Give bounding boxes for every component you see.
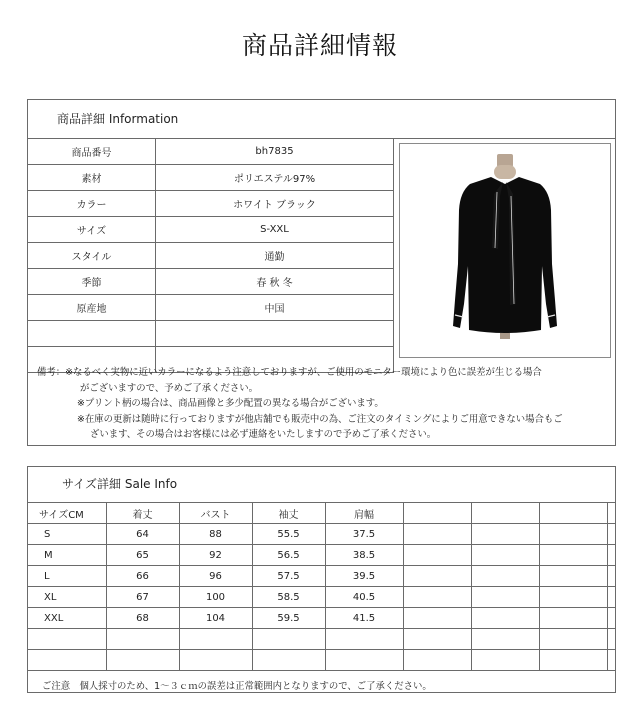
size-cell xyxy=(179,650,252,671)
size-column-header: サイズCM xyxy=(28,503,106,524)
size-cell: 100 xyxy=(179,587,252,608)
size-cell xyxy=(403,566,471,587)
size-cell xyxy=(539,608,607,629)
info-label: 季節 xyxy=(28,269,156,295)
size-cell: 64 xyxy=(106,524,179,545)
notes xyxy=(37,365,612,443)
size-cell: 96 xyxy=(179,566,252,587)
mannequin-stand xyxy=(500,333,510,339)
size-cell: 68 xyxy=(106,608,179,629)
info-label: 商品番号 xyxy=(28,139,156,165)
size-cell xyxy=(403,608,471,629)
product-photo xyxy=(399,143,611,358)
info-value: bh7835 xyxy=(156,139,394,165)
size-cell: 56.5 xyxy=(252,545,325,566)
size-cell xyxy=(471,524,539,545)
blouse-image xyxy=(400,144,610,357)
size-row xyxy=(28,608,615,629)
size-cell: 41.5 xyxy=(325,608,403,629)
size-column-header: 肩幅 xyxy=(325,503,403,524)
size-cell xyxy=(325,629,403,650)
size-row xyxy=(28,587,615,608)
size-cell xyxy=(471,608,539,629)
info-row xyxy=(28,269,394,295)
note-line: がございますので、予めご了承ください。 xyxy=(80,382,258,394)
size-cell xyxy=(471,566,539,587)
size-cell xyxy=(471,587,539,608)
note-line: ※在庫の更新は随時に行っておりますが他店舗でも販売中の為、ご注文のタイミングによりご用意できない場合もご xyxy=(77,413,563,425)
info-label xyxy=(28,321,156,347)
size-cell xyxy=(252,650,325,671)
size-cell xyxy=(403,524,471,545)
info-row xyxy=(28,217,394,243)
size-header-row xyxy=(28,503,615,524)
size-cell: 38.5 xyxy=(325,545,403,566)
size-cell xyxy=(607,524,615,545)
size-cell xyxy=(607,629,615,650)
size-cell xyxy=(607,608,615,629)
size-cell xyxy=(106,629,179,650)
size-cell: 104 xyxy=(179,608,252,629)
size-cell: 65 xyxy=(106,545,179,566)
size-cell xyxy=(471,629,539,650)
page-title: 商品詳細情報 xyxy=(241,31,398,60)
size-cell: 92 xyxy=(179,545,252,566)
size-cell xyxy=(539,524,607,545)
blouse-body xyxy=(453,177,557,333)
size-row xyxy=(28,566,615,587)
size-row xyxy=(28,629,615,650)
size-cell xyxy=(607,566,615,587)
size-cell xyxy=(539,587,607,608)
info-value xyxy=(156,321,394,347)
size-cell xyxy=(471,650,539,671)
info-row xyxy=(28,165,394,191)
size-column-header: バスト xyxy=(179,503,252,524)
size-cell xyxy=(179,629,252,650)
size-cell: S xyxy=(28,524,106,545)
size-column-header: 着丈 xyxy=(106,503,179,524)
note-line: 備考：※なるべく実物に近いカラーになるよう注意しておりますが、ご使用のモニター環境により色に誤差が生じる場合 xyxy=(37,367,542,378)
info-label: 原産地 xyxy=(28,295,156,321)
size-column-header xyxy=(539,503,607,524)
size-info-section xyxy=(27,466,616,693)
info-label: 素材 xyxy=(28,165,156,191)
info-row xyxy=(28,295,394,321)
size-section-header: サイズ詳細 Sale Info xyxy=(28,467,615,503)
size-cell: M xyxy=(28,545,106,566)
size-cell xyxy=(403,545,471,566)
size-cell xyxy=(252,629,325,650)
size-row xyxy=(28,524,615,545)
info-label: サイズ xyxy=(28,217,156,243)
size-note: ご注意 個人採寸のため、1～３ｃｍの誤差は正常範囲内となりますので、ご了承ください。 xyxy=(42,681,432,692)
size-cell xyxy=(403,650,471,671)
size-cell: XL xyxy=(28,587,106,608)
size-column-header: 袖丈 xyxy=(252,503,325,524)
size-cell: L xyxy=(28,566,106,587)
size-cell xyxy=(539,566,607,587)
size-column-header xyxy=(471,503,539,524)
size-cell xyxy=(607,650,615,671)
mannequin-neck xyxy=(494,165,516,179)
note-line: ※プリント柄の場合は、商品画像と多少配置の異なる場合がございます。 xyxy=(77,398,384,409)
size-cell: 37.5 xyxy=(325,524,403,545)
info-value: ポリエステル97% xyxy=(156,165,394,191)
product-info-section xyxy=(27,99,616,446)
size-cell xyxy=(28,650,106,671)
size-cell xyxy=(607,587,615,608)
size-cell: 55.5 xyxy=(252,524,325,545)
info-value: 春 秋 冬 xyxy=(156,269,394,295)
info-value: 通勤 xyxy=(156,243,394,269)
size-cell: 66 xyxy=(106,566,179,587)
size-column-header xyxy=(403,503,471,524)
size-cell xyxy=(325,650,403,671)
info-section-header: 商品詳細 Information xyxy=(28,100,615,139)
size-cell: 88 xyxy=(179,524,252,545)
info-label: スタイル xyxy=(28,243,156,269)
size-cell xyxy=(106,650,179,671)
size-cell xyxy=(471,545,539,566)
info-row xyxy=(28,243,394,269)
info-table xyxy=(28,139,394,373)
size-cell xyxy=(539,650,607,671)
size-row xyxy=(28,650,615,671)
size-cell xyxy=(403,587,471,608)
size-cell xyxy=(539,545,607,566)
size-cell: 57.5 xyxy=(252,566,325,587)
info-row xyxy=(28,139,394,165)
size-cell: 58.5 xyxy=(252,587,325,608)
note-line: ざいます、その場合はお客様には必ず連絡をいたしますので予めご了承ください。 xyxy=(90,429,437,440)
info-value: S-XXL xyxy=(156,217,394,243)
info-row xyxy=(28,191,394,217)
size-cell: 40.5 xyxy=(325,587,403,608)
info-row xyxy=(28,321,394,347)
info-value: 中国 xyxy=(156,295,394,321)
size-cell: 59.5 xyxy=(252,608,325,629)
size-cell xyxy=(539,629,607,650)
info-value: ホワイト ブラック xyxy=(156,191,394,217)
size-row xyxy=(28,545,615,566)
size-cell xyxy=(607,545,615,566)
size-cell: 67 xyxy=(106,587,179,608)
size-cell: 39.5 xyxy=(325,566,403,587)
size-cell xyxy=(403,629,471,650)
size-column-header xyxy=(607,503,615,524)
info-label: カラー xyxy=(28,191,156,217)
size-cell: XXL xyxy=(28,608,106,629)
size-table xyxy=(28,503,615,671)
size-cell xyxy=(28,629,106,650)
